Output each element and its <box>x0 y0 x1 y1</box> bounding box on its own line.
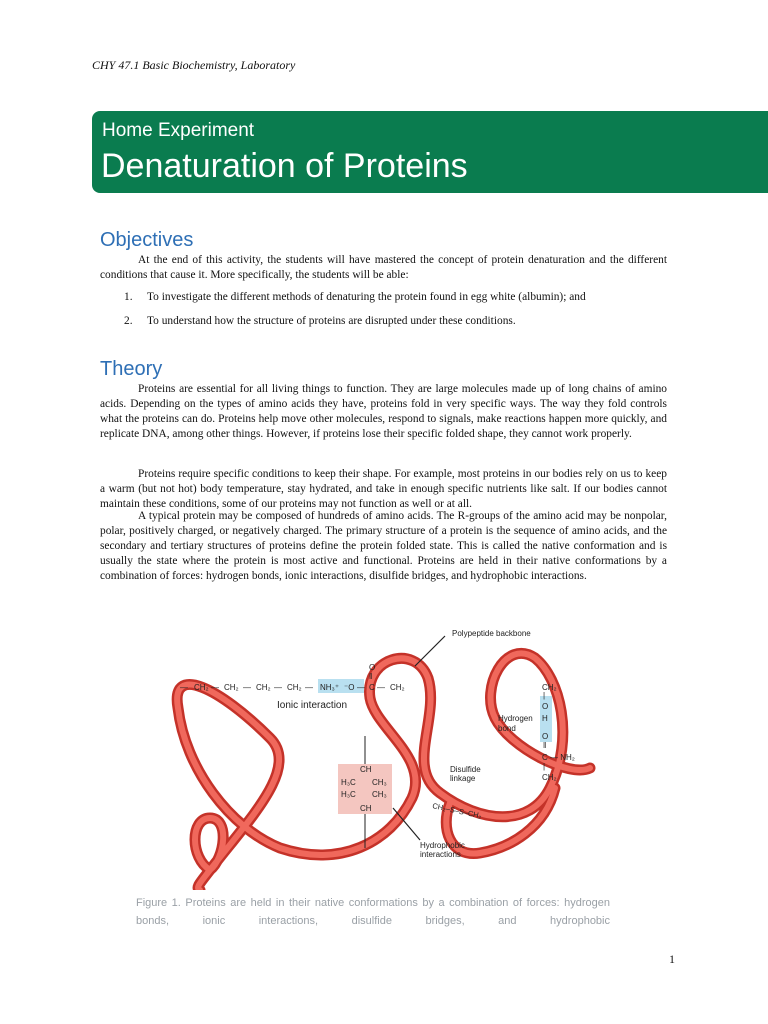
bond-dash: — <box>305 683 313 692</box>
ionic-ch2-1: — <box>180 683 188 692</box>
hydrophobic-ch-bot: CH <box>360 804 372 813</box>
backbone-label: Polypeptide backbone <box>452 629 531 638</box>
objectives-heading: Objectives <box>100 229 194 251</box>
protein-forces-diagram <box>150 618 630 890</box>
course-header: CHY 47.1 Basic Biochemistry, Laboratory <box>92 58 296 72</box>
ionic-nh3: NH₃⁺ <box>320 683 340 692</box>
list-text: To investigate the different methods of denaturing the protein found in egg white (albumin); and <box>147 291 586 303</box>
hydrogen-label-line2: bond <box>498 724 516 733</box>
list-item <box>100 291 667 315</box>
hbond-h: H <box>542 714 548 723</box>
disulfide-label-line2: linkage <box>450 774 476 783</box>
ionic-ch2-4: CH₂ <box>287 683 302 692</box>
ionic-c: C <box>369 683 375 692</box>
disulfide-chain: CH₂–S–S–CH₂ <box>431 801 483 821</box>
ionic-ch2-5: CH₂ <box>390 683 405 692</box>
hydrophobic-ch3-2: CH₃ <box>372 790 387 799</box>
bond-dash: — <box>243 683 251 692</box>
bond-dash: — <box>357 683 365 692</box>
page-number: 1 <box>669 952 675 966</box>
hydrophobic-label-line1: Hydrophobic <box>420 841 465 850</box>
hydrophobic-h3c-2: H₃C <box>341 790 356 799</box>
banner-title: Denaturation of Proteins <box>101 147 468 185</box>
double-bond: ‖ <box>543 741 547 750</box>
objectives-intro: At the end of this activity, the students will have mastered the concept of protein denaturation and the different conditions that cause it. More specifically, the students will be able: <box>100 254 667 281</box>
ionic-o-minus: ⁻O <box>344 683 355 692</box>
hbond-c: C <box>542 753 548 762</box>
disulfide-label-line1: Disulfide <box>450 765 481 774</box>
theory-heading: Theory <box>100 358 163 380</box>
figure-caption: Figure 1. Proteins are held in their native conformations by a combination of forces: hydrogen bonds, ionic interactions, disulfide bridges, and hydrophobic <box>136 897 610 927</box>
theory-paragraph-3: A typical protein may be composed of hundreds of amino acids. The R-groups of the amino acid may be nonpolar, polar, positively charged, or negatively charged. The primary structure of a protein is the sequence of amino acids, and the secondary and tertiary structures of proteins define the protein folded state. This is called the native conformation and is usually the state where the protein is most active and functional. Proteins are held in their native conformations by a combination of forces: hydrogen bonds, ionic interactions, disulfide bridges, and hydrophobic interactions. <box>100 510 667 582</box>
ionic-interaction-label: Ionic interaction <box>277 700 348 711</box>
ionic-ch2-1-label: CH₂ <box>194 683 209 692</box>
hbond-o2: O <box>542 732 549 741</box>
theory-paragraph-2: Proteins require specific conditions to keep their shape. For example, most proteins in our bodies rely on us to keep a warm (but not hot) body temperature, stay hydrated, and take in enough specific nutrients like salt. If our bodies cannot maintain these conditions, some of our proteins may not function as well or at all. <box>100 468 667 510</box>
ionic-ch2-3: CH₂ <box>256 683 271 692</box>
hydrogen-label-line1: Hydrogen <box>498 714 533 723</box>
hbond-o1: O <box>542 702 549 711</box>
hydrophobic-ch3-1: CH₃ <box>372 778 387 787</box>
list-number: 1. <box>124 291 133 303</box>
ionic-ch2-2: CH₂ <box>224 683 239 692</box>
hbond-ch2-bot: CH₂ <box>542 773 557 782</box>
hydrophobic-label-line2: interactions <box>420 850 461 859</box>
list-item <box>100 315 667 339</box>
theory-paragraph-1: Proteins are essential for all living things to function. They are large molecules made up of long chains of amino acids. Depending on the types of amino acids they have, proteins fold in very specific ways. The way they fold controls what the proteins can do. Proteins help move other molecules, respond to signals, make reactions happen more quickly, and replicate DNA, among other things. However, if proteins lose their specific folded shape, they cannot work properly. <box>100 383 667 440</box>
bond-dash: — <box>274 683 282 692</box>
hbond-nh2: — NH₂ <box>550 753 575 762</box>
objectives-list <box>100 291 667 339</box>
bond-bar: | <box>543 762 546 771</box>
ionic-o-top: O <box>369 663 376 672</box>
bond-dash: — <box>377 683 385 692</box>
title-banner <box>92 111 768 193</box>
banner-subtitle: Home Experiment <box>102 120 255 141</box>
hydrophobic-ch-top: CH <box>360 765 372 774</box>
bond-bar: | <box>543 691 546 700</box>
hydrophobic-h3c-1: H₃C <box>341 778 356 787</box>
list-text: To understand how the structure of proteins are disrupted under these conditions. <box>147 315 516 327</box>
double-bond: ‖ <box>369 672 373 681</box>
hbond-ch2-top: CH₂ <box>542 683 557 692</box>
backbone-leader-line <box>415 636 445 666</box>
bond-dash: — <box>211 683 219 692</box>
list-number: 2. <box>124 315 133 327</box>
